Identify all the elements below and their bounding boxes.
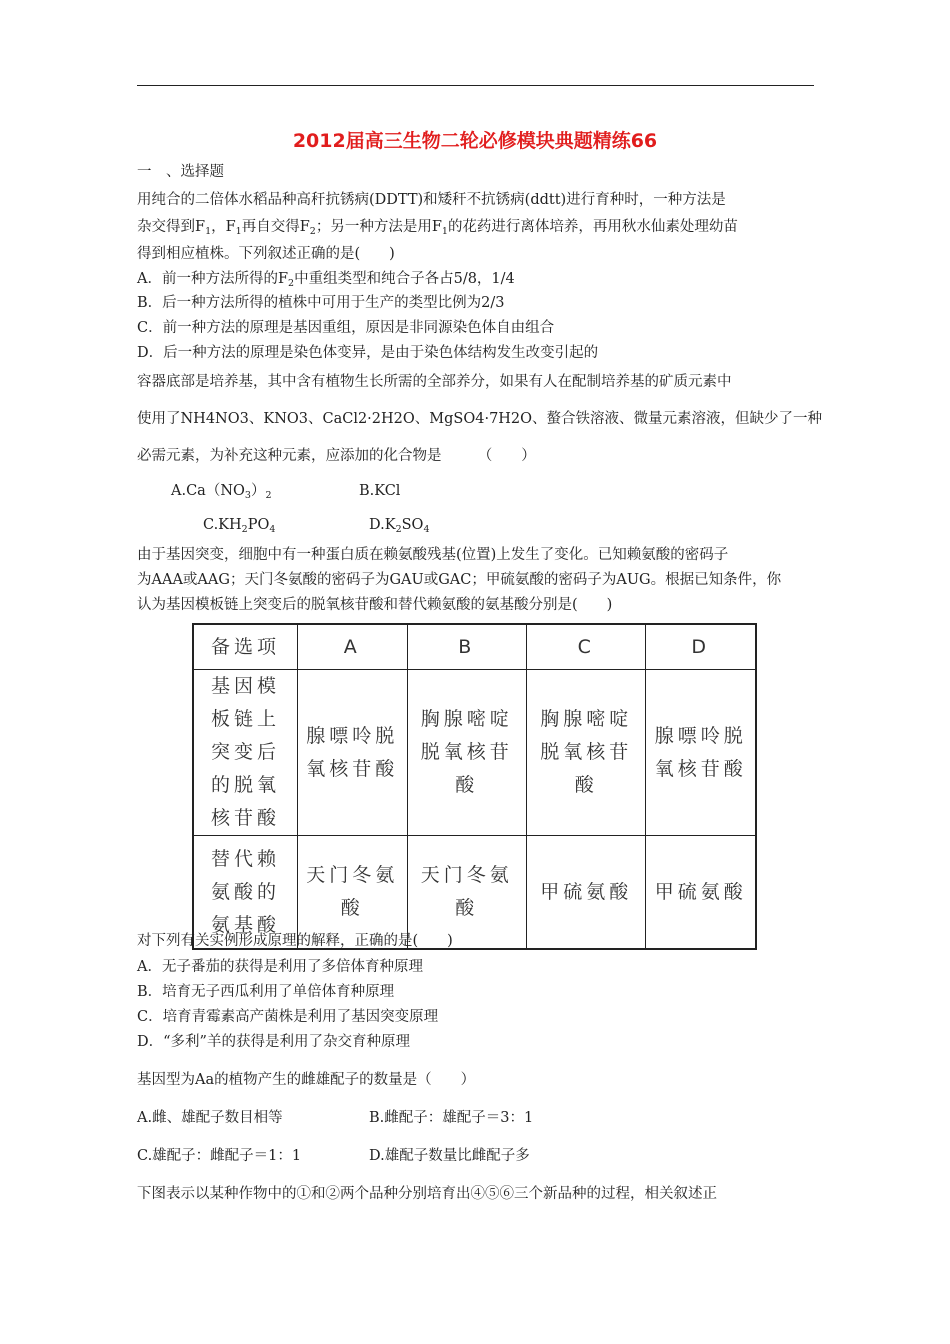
q6-stem-line-1: 下图表示以某种作物中的①和②两个品种分别培育出④⑤⑥三个新品种的过程，相关叙述正	[137, 1186, 717, 1202]
q2-stem-line-2: 使用了NH4NO3、KNO3、CaCl2·2H2O、MgSO4·7H2O、螯合铁溶液、微量元素溶液，但缺少了一种	[137, 411, 823, 427]
table-cell: 腺嘌呤脱氧核苷酸	[646, 670, 756, 836]
table-header-row	[193, 624, 756, 670]
table-header-cell: B	[407, 624, 526, 670]
q4-option-c: C．培育青霉素高产菌株是利用了基因突变原理	[137, 1009, 439, 1025]
q5-option-b: B.雌配子：雄配子＝3：1	[369, 1110, 534, 1126]
q3-stem-line-2: 为AAA或AAG；天门冬氨酸的密码子为GAU或GAC；甲硫氨酸的密码子为AUG。根据已知条件，你	[137, 572, 782, 588]
table-cell: 替代赖氨酸的氨基酸	[193, 836, 298, 950]
page-title: 2012届高三生物二轮必修模块典题精练66	[292, 130, 658, 152]
table-cell: 天门冬氨酸	[407, 836, 526, 950]
table-header-cell: C	[526, 624, 645, 670]
q5-option-a: A.雌、雄配子数目相等	[137, 1110, 283, 1126]
q1-stem-line-2: 杂交得到$F_1$，$F_1$再自交得$F_2$；另一种方法是用$F_1$的花药进行离体培养，再用秋水仙素处理幼苗	[137, 219, 738, 237]
q5-option-c: C.雄配子：雌配子＝1：1	[137, 1148, 302, 1164]
header-rule	[137, 85, 814, 86]
q2-option-b: B.KCl	[359, 483, 401, 499]
table-cell: 胸腺嘧啶脱氧核苷酸	[407, 670, 526, 836]
q3-stem-line-1: 由于基因突变，细胞中有一种蛋白质在赖氨酸残基(位置)上发生了变化。已知赖氨酸的密码子	[137, 547, 729, 563]
table-header-cell: 备选项	[193, 624, 298, 670]
table-cell: 甲硫氨酸	[526, 836, 645, 950]
q4-option-b: B．培育无子西瓜利用了单倍体育种原理	[137, 984, 395, 1000]
table-cell: 甲硫氨酸	[646, 836, 756, 950]
q2-option-d: $D.K_2SO_4$	[369, 517, 430, 535]
q3-stem-line-3: 认为基因模板链上突变后的脱氧核苷酸和替代赖氨酸的氨基酸分别是( )	[137, 597, 613, 613]
q5-stem: 基因型为Aa的植物产生的雌雄配子的数量是（ ）	[137, 1072, 476, 1088]
q2-option-a: $A.Ca(NO_3)_2$	[171, 483, 272, 501]
table-row	[193, 670, 756, 836]
table-cell: 腺嘌呤脱氧核苷酸	[298, 670, 408, 836]
q1-stem-line-3: 得到相应植株。下列叙述正确的是( )	[137, 246, 395, 262]
q1-option-a: A．前一种方法所得的$F_2$中重组类型和纯合子各占5/8，1/4	[137, 271, 515, 289]
options-table	[192, 623, 757, 950]
q2-option-c: $C.KH_2PO_4$	[203, 517, 276, 535]
table-cell: 基因模板链上突变后的脱氧核苷酸	[193, 670, 298, 836]
q2-stem-line-1: 容器底部是培养基，其中含有植物生长所需的全部养分，如果有人在配制培养基的矿质元素中	[137, 374, 732, 390]
q5-option-d: D.雄配子数量比雌配子多	[369, 1148, 530, 1164]
table-header-cell: D	[646, 624, 756, 670]
q1-option-c: C．前一种方法的原理是基因重组，原因是非同源染色体自由组合	[137, 320, 555, 336]
q4-stem: 对下列有关实例形成原理的解释，正确的是( )	[137, 933, 453, 949]
table-cell: 天门冬氨酸	[298, 836, 408, 950]
q1-option-b: B．后一种方法所得的植株中可用于生产的类型比例为2/3	[137, 295, 505, 311]
table-header-cell: A	[298, 624, 408, 670]
q1-option-d: D．后一种方法的原理是染色体变异，是由于染色体结构发生改变引起的	[137, 345, 599, 361]
table-cell: 胸腺嘧啶脱氧核苷酸	[526, 670, 645, 836]
q1-stem-line-1: 用纯合的二倍体水稻品种高秆抗锈病(DDTT)和矮秆不抗锈病(ddtt)进行育种时，一种方法是	[137, 192, 726, 208]
q2-stem-line-3: 必需元素，为补充这种元素，应添加的化合物是 （ ）	[137, 448, 536, 464]
section-heading: 一 、选择题	[137, 164, 224, 180]
q4-option-d: D．“多利”羊的获得是利用了杂交育种原理	[137, 1034, 410, 1050]
q4-option-a: A．无子番茄的获得是利用了多倍体育种原理	[137, 959, 423, 975]
